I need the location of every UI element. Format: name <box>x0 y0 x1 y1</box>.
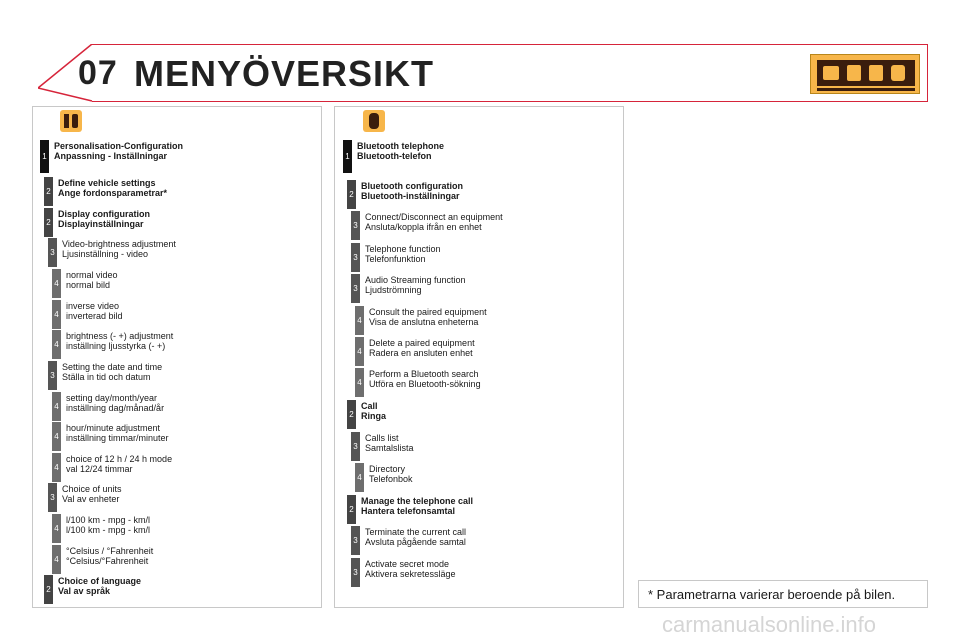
menu-item-text <box>361 495 473 524</box>
menu-item-text <box>365 211 503 240</box>
menu-item-line: Ljudströmning <box>365 285 422 295</box>
level-badge: 4 <box>355 463 364 492</box>
menu-item <box>351 558 456 587</box>
menu-item-text <box>54 140 183 173</box>
menu-item <box>44 177 167 206</box>
menu-icons-strip <box>810 54 920 94</box>
level-badge: 4 <box>52 330 61 359</box>
menu-item-text <box>369 306 487 335</box>
menu-item-line: Utföra en Bluetooth-sökning <box>369 379 481 389</box>
menu-item <box>52 545 153 574</box>
level-badge: 3 <box>351 243 360 272</box>
level-badge: 4 <box>52 392 61 421</box>
menu-item <box>355 306 487 335</box>
menu-item <box>44 208 150 237</box>
menu-item-text <box>357 140 444 173</box>
menu-item <box>44 575 141 604</box>
menu-item-line: setting day/month/year <box>66 393 158 403</box>
menu-item-line: val 12/24 timmar <box>66 464 133 474</box>
level-badge: 3 <box>351 432 360 461</box>
menu-item-text <box>361 180 463 209</box>
level-badge: 3 <box>351 526 360 555</box>
menu-item-line: normal bild <box>66 280 111 290</box>
level-badge: 4 <box>52 545 61 574</box>
menu-item-line: Define vehicle settings <box>58 178 156 188</box>
chapter-number: 07 <box>78 54 118 92</box>
level-badge: 3 <box>351 274 360 303</box>
level-badge: 2 <box>347 180 356 209</box>
menu-item-line: Call <box>361 401 378 411</box>
menu-item-line: Ställa in tid och datum <box>62 372 151 382</box>
level-badge: 2 <box>44 177 53 206</box>
menu-item-line: Video-brightness adjustment <box>62 239 176 249</box>
menu-item-line: Avsluta pågående samtal <box>365 537 466 547</box>
level-badge: 3 <box>48 361 57 390</box>
menu-item <box>52 300 123 329</box>
level-badge: 4 <box>355 306 364 335</box>
level-badge: 4 <box>52 300 61 329</box>
level-badge: 3 <box>351 211 360 240</box>
menu-item-line: Perform a Bluetooth search <box>369 369 479 379</box>
menu-item-line: inställning ljusstyrka (- +) <box>66 341 166 351</box>
menu-item-text <box>66 453 172 482</box>
menu-item <box>347 400 386 429</box>
menu-item-line: l/100 km - mpg - km/l <box>66 515 151 525</box>
menu-item-line: Ange fordonsparametrar* <box>58 188 168 198</box>
bluetooth-phone-icon <box>363 110 385 132</box>
page-title: MENYÖVERSIKT <box>134 53 435 94</box>
level-badge: 4 <box>52 422 61 451</box>
menu-item-line: Ansluta/koppla ifrån en enhet <box>365 222 482 232</box>
menu-item <box>355 463 413 492</box>
menu-item-line: Directory <box>369 464 406 474</box>
menu-item-line: Ljusinställning - video <box>62 249 149 259</box>
settings-icon <box>869 65 883 81</box>
menu-item-text <box>58 177 167 206</box>
menu-item-line: Telephone function <box>365 244 441 254</box>
menu-item-line: Samtalslista <box>365 443 414 453</box>
menu-item-line: Connect/Disconnect an equipment <box>365 212 503 222</box>
menu-item-text <box>369 337 475 366</box>
menu-item-line: normal video <box>66 270 118 280</box>
level-badge: 2 <box>347 495 356 524</box>
menu-item <box>351 243 441 272</box>
menu-item-line: inställning timmar/minuter <box>66 433 169 443</box>
menu-item-line: Ringa <box>361 411 387 421</box>
menu-item <box>40 140 183 173</box>
footnote: * Parametrarna varierar beroende på bilen. <box>638 580 928 608</box>
menu-item-line: Anpassning - Inställningar <box>54 151 168 161</box>
menu-item-line: °Celsius / °Fahrenheit <box>66 546 154 556</box>
phone-icon <box>891 65 905 81</box>
fuel-icon <box>847 65 861 81</box>
level-badge: 4 <box>52 453 61 482</box>
level-badge: 3 <box>351 558 360 587</box>
menu-item <box>52 514 150 543</box>
menu-item-text <box>62 361 162 390</box>
menu-item <box>52 330 173 359</box>
level-badge: 4 <box>52 269 61 298</box>
menu-item-line: Radera en ansluten enhet <box>369 348 473 358</box>
menu-item-line: Setting the date and time <box>62 362 163 372</box>
menu-item-line: Bluetooth-telefon <box>357 151 432 161</box>
menu-item-line: brightness (- +) adjustment <box>66 331 174 341</box>
menu-item-text <box>365 526 466 555</box>
menu-item-line: Val av enheter <box>62 494 120 504</box>
menu-item-line: Aktivera sekretessläge <box>365 569 456 579</box>
menu-item-text <box>369 463 413 492</box>
menu-item-text <box>58 575 141 604</box>
level-badge: 2 <box>44 575 53 604</box>
menu-item-text <box>365 274 466 303</box>
menu-item <box>347 180 463 209</box>
menu-item-text <box>62 238 176 267</box>
menu-item-line: Audio Streaming function <box>365 275 466 285</box>
menu-item-text <box>365 432 414 461</box>
menu-item-text <box>361 400 386 429</box>
menu-item <box>351 274 466 303</box>
menu-item-line: Telefonfunktion <box>365 254 426 264</box>
level-badge: 4 <box>355 337 364 366</box>
menu-item-line: inverterad bild <box>66 311 123 321</box>
menu-item <box>347 495 473 524</box>
menu-item-line: Manage the telephone call <box>361 496 474 506</box>
level-badge: 2 <box>44 208 53 237</box>
level-badge: 4 <box>52 514 61 543</box>
menu-item-text <box>365 243 441 272</box>
level-badge: 1 <box>40 140 49 173</box>
settings-icon <box>60 110 82 132</box>
menu-item-text <box>369 368 481 397</box>
menu-item-line: Personalisation-Configuration <box>54 141 184 151</box>
menu-item <box>351 211 503 240</box>
menu-item <box>52 453 172 482</box>
watermark: carmanualsonline.info <box>662 612 877 637</box>
menu-item-text <box>66 514 150 543</box>
menu-item-line: Consult the paired equipment <box>369 307 487 317</box>
level-badge: 3 <box>48 483 57 512</box>
menu-item-text <box>66 269 118 298</box>
level-badge: 4 <box>355 368 364 397</box>
menu-item <box>355 368 481 397</box>
menu-item-line: inställning dag/månad/år <box>66 403 165 413</box>
menu-item <box>52 269 118 298</box>
menu-item-line: choice of 12 h / 24 h mode <box>66 454 173 464</box>
level-badge: 1 <box>343 140 352 173</box>
menu-item-line: Bluetooth telephone <box>357 141 444 151</box>
menu-item <box>48 238 176 267</box>
menu-item-line: hour/minute adjustment <box>66 423 161 433</box>
menu-item-text <box>58 208 150 237</box>
menu-item-text <box>66 330 173 359</box>
header-bottom-rule <box>92 101 928 102</box>
menu-item-line: Visa de anslutna enheterna <box>369 317 479 327</box>
menu-item-line: inverse video <box>66 301 120 311</box>
menu-item-line: Terminate the current call <box>365 527 467 537</box>
menu-item-line: Delete a paired equipment <box>369 338 475 348</box>
menu-item-line: l/100 km - mpg - km/l <box>66 525 151 535</box>
menu-item-line: Bluetooth configuration <box>361 181 463 191</box>
menu-item-text <box>66 422 169 451</box>
menu-item-line: Hantera telefonsamtal <box>361 506 456 516</box>
menu-item-line: Calls list <box>365 433 399 443</box>
menu-item-text <box>66 545 153 574</box>
menu-item <box>355 337 475 366</box>
menu-item-text <box>62 483 122 512</box>
menu-item-text <box>66 392 164 421</box>
menu-item-line: Display configuration <box>58 209 151 219</box>
menu-item-line: Choice of language <box>58 576 142 586</box>
menu-item <box>343 140 444 173</box>
menu-item-text <box>365 558 456 587</box>
menu-item-line: Choice of units <box>62 484 122 494</box>
menu-item-line: Telefonbok <box>369 474 413 484</box>
level-badge: 3 <box>48 238 57 267</box>
menu-item <box>52 422 169 451</box>
menu-item-text <box>66 300 123 329</box>
header-top-rule <box>92 44 928 45</box>
menu-item <box>48 483 122 512</box>
header-right-rule <box>927 44 928 102</box>
menu-item <box>351 432 414 461</box>
menu-item <box>351 526 466 555</box>
audio-icon <box>823 66 839 80</box>
menu-item-line: Activate secret mode <box>365 559 450 569</box>
menu-item-line: Bluetooth-inställningar <box>361 191 460 201</box>
menu-item-line: Displayinställningar <box>58 219 144 229</box>
level-badge: 2 <box>347 400 356 429</box>
menu-item-line: °Celsius/°Fahrenheit <box>66 556 149 566</box>
menu-item <box>52 392 164 421</box>
menu-item-line: Val av språk <box>58 586 111 596</box>
menu-item <box>48 361 162 390</box>
